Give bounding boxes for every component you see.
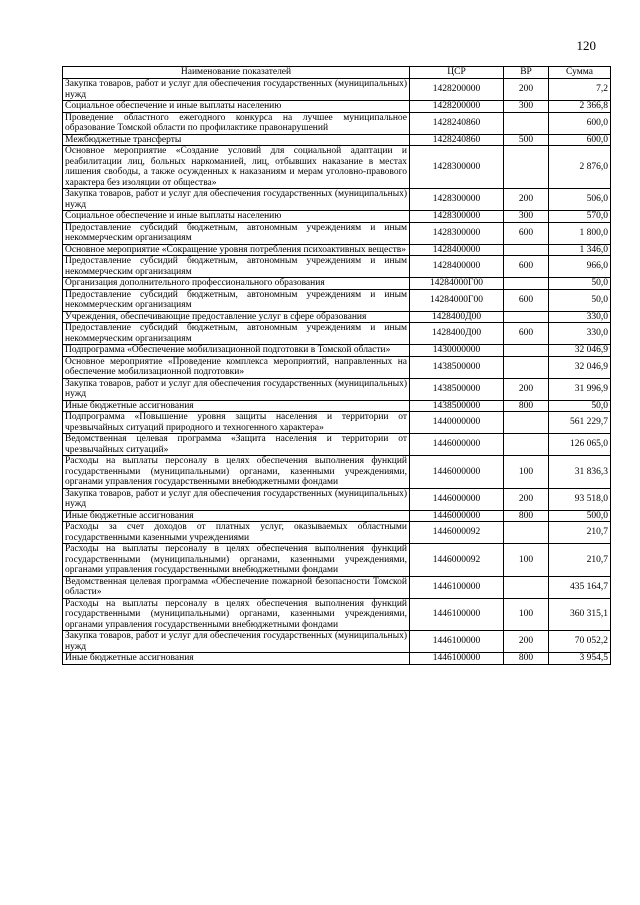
cell-sum: 966,0	[549, 256, 611, 278]
cell-vr: 600	[504, 256, 549, 278]
cell-name: Иные бюджетные ассигнования	[63, 510, 410, 522]
cell-vr	[504, 146, 549, 189]
cell-csr: 1440000000	[410, 412, 504, 434]
cell-sum: 1 800,0	[549, 222, 611, 244]
table-row	[63, 653, 611, 665]
cell-vr: 600	[504, 222, 549, 244]
cell-csr: 1446000000	[410, 434, 504, 456]
table-row	[63, 576, 611, 598]
cell-sum: 50,0	[549, 278, 611, 290]
cell-vr: 800	[504, 400, 549, 412]
cell-name: Предоставление субсидий бюджетным, автономным учреждениям и иным некоммерческим организациям	[63, 256, 410, 278]
cell-name: Предоставление субсидий бюджетным, автономным учреждениям и иным некоммерческим организациям	[63, 222, 410, 244]
cell-name: Основное мероприятие «Проведение комплекса мероприятий, направленных на обеспечение мобилизационной подготовки»	[63, 356, 410, 378]
cell-vr: 800	[504, 510, 549, 522]
cell-vr: 300	[504, 211, 549, 223]
cell-vr: 100	[504, 598, 549, 631]
cell-vr: 600	[504, 323, 549, 345]
cell-csr: 1446000092	[410, 544, 504, 577]
header-name: Наименование показателей	[63, 67, 410, 79]
cell-sum: 330,0	[549, 323, 611, 345]
table-row	[63, 522, 611, 544]
cell-csr: 1446100000	[410, 576, 504, 598]
table-row	[63, 631, 611, 653]
cell-csr: 1428240860	[410, 112, 504, 134]
cell-csr: 1428300000	[410, 146, 504, 189]
cell-sum: 32 046,9	[549, 356, 611, 378]
header-vr: ВР	[504, 67, 549, 79]
cell-sum: 210,7	[549, 544, 611, 577]
cell-sum: 93 518,0	[549, 488, 611, 510]
cell-csr: 1430000000	[410, 345, 504, 357]
cell-sum: 360 315,1	[549, 598, 611, 631]
cell-vr	[504, 434, 549, 456]
cell-sum: 50,0	[549, 289, 611, 311]
cell-vr: 600	[504, 289, 549, 311]
cell-name: Закупка товаров, работ и услуг для обеспечения государственных (муниципальных) нужд	[63, 79, 410, 101]
table-row	[63, 544, 611, 577]
cell-vr: 100	[504, 544, 549, 577]
cell-vr: 200	[504, 378, 549, 400]
cell-sum: 1 346,0	[549, 244, 611, 256]
cell-sum: 506,0	[549, 189, 611, 211]
table-row	[63, 222, 611, 244]
table-row	[63, 101, 611, 113]
cell-name: Проведение областного ежегодного конкурса на лучшее муниципальное образование Томской области по профилактике правонарушений	[63, 112, 410, 134]
cell-sum: 600,0	[549, 134, 611, 146]
cell-sum: 561 229,7	[549, 412, 611, 434]
cell-sum: 31 996,9	[549, 378, 611, 400]
table-row	[63, 146, 611, 189]
table-row	[63, 278, 611, 290]
cell-sum: 126 065,0	[549, 434, 611, 456]
cell-sum: 600,0	[549, 112, 611, 134]
cell-sum: 570,0	[549, 211, 611, 223]
cell-name: Закупка товаров, работ и услуг для обеспечения государственных (муниципальных) нужд	[63, 378, 410, 400]
table-row	[63, 400, 611, 412]
cell-vr: 200	[504, 189, 549, 211]
cell-csr: 1438500000	[410, 400, 504, 412]
cell-name: Основное мероприятие «Создание условий для социальной адаптации и реабилитации лиц, больных наркоманией, лиц, отбывших наказание в местах лишения свободы, а также осужденных к наказаниям и мерам уголовно-правового характера без изоляции от общества»	[63, 146, 410, 189]
cell-vr	[504, 412, 549, 434]
cell-csr: 1428300000	[410, 189, 504, 211]
cell-vr	[504, 345, 549, 357]
cell-csr: 1428240860	[410, 134, 504, 146]
cell-csr: 14284000Г00	[410, 289, 504, 311]
table-row	[63, 510, 611, 522]
cell-sum: 70 052,2	[549, 631, 611, 653]
cell-name: Учреждения, обеспечивающие предоставление услуг в сфере образования	[63, 311, 410, 323]
cell-name: Ведомственная целевая программа «Защита населения и территории от чрезвычайных ситуаций»	[63, 434, 410, 456]
cell-vr: 200	[504, 631, 549, 653]
cell-vr	[504, 356, 549, 378]
cell-name: Организация дополнительного профессионального образования	[63, 278, 410, 290]
cell-csr: 1428400Д00	[410, 323, 504, 345]
cell-vr: 100	[504, 456, 549, 489]
cell-csr: 1428400Д00	[410, 311, 504, 323]
budget-table	[62, 66, 611, 665]
table-row	[63, 434, 611, 456]
cell-name: Межбюджетные трансферты	[63, 134, 410, 146]
cell-name: Закупка товаров, работ и услуг для обеспечения государственных (муниципальных) нужд	[63, 189, 410, 211]
cell-sum: 500,0	[549, 510, 611, 522]
cell-csr: 1438500000	[410, 356, 504, 378]
cell-csr: 1446100000	[410, 653, 504, 665]
cell-csr: 1446100000	[410, 598, 504, 631]
cell-sum: 7,2	[549, 79, 611, 101]
cell-vr	[504, 112, 549, 134]
header-csr: ЦСР	[410, 67, 504, 79]
cell-vr	[504, 278, 549, 290]
table-row	[63, 456, 611, 489]
cell-name: Иные бюджетные ассигнования	[63, 653, 410, 665]
cell-csr: 1446000000	[410, 488, 504, 510]
cell-csr: 1446000000	[410, 510, 504, 522]
table-row	[63, 289, 611, 311]
cell-sum: 2 876,0	[549, 146, 611, 189]
cell-name: Подпрограмма «Повышение уровня защиты населения и территории от чрезвычайных ситуаций природного и техногенного характера»	[63, 412, 410, 434]
header-sum: Сумма	[549, 67, 611, 79]
table-row	[63, 211, 611, 223]
cell-vr	[504, 311, 549, 323]
table-row	[63, 79, 611, 101]
table-row	[63, 134, 611, 146]
cell-name: Закупка товаров, работ и услуг для обеспечения государственных (муниципальных) нужд	[63, 488, 410, 510]
table-row	[63, 598, 611, 631]
cell-csr: 1428300000	[410, 211, 504, 223]
table-row	[63, 345, 611, 357]
cell-csr: 1428400000	[410, 244, 504, 256]
cell-csr: 1428400000	[410, 256, 504, 278]
cell-vr: 200	[504, 488, 549, 510]
cell-csr: 1446100000	[410, 631, 504, 653]
cell-sum: 435 164,7	[549, 576, 611, 598]
cell-name: Иные бюджетные ассигнования	[63, 400, 410, 412]
cell-csr: 1428200000	[410, 101, 504, 113]
cell-name: Ведомственная целевая программа «Обеспечение пожарной безопасности Томской области»	[63, 576, 410, 598]
cell-vr	[504, 244, 549, 256]
table-row	[63, 311, 611, 323]
cell-vr	[504, 522, 549, 544]
cell-name: Социальное обеспечение и иные выплаты населению	[63, 101, 410, 113]
cell-name: Основное мероприятие «Сокращение уровня потребления психоактивных веществ»	[63, 244, 410, 256]
table-row	[63, 189, 611, 211]
cell-sum: 31 836,3	[549, 456, 611, 489]
cell-sum: 210,7	[549, 522, 611, 544]
cell-name: Подпрограмма «Обеспечение мобилизационной подготовки в Томской области»	[63, 345, 410, 357]
page-number: 120	[576, 38, 596, 53]
cell-sum: 2 366,8	[549, 101, 611, 113]
table-row	[63, 488, 611, 510]
cell-vr: 800	[504, 653, 549, 665]
cell-sum: 32 046,9	[549, 345, 611, 357]
table-header-row	[63, 67, 611, 79]
cell-name: Расходы на выплаты персоналу в целях обеспечения выполнения функций государственными (муниципальными) органами, казенными учреждениями, органами управления государственными внебюджетными фондами	[63, 456, 410, 489]
cell-sum: 3 954,5	[549, 653, 611, 665]
cell-vr: 300	[504, 101, 549, 113]
table-row	[63, 256, 611, 278]
table-row	[63, 412, 611, 434]
table-row	[63, 356, 611, 378]
cell-csr: 1446000000	[410, 456, 504, 489]
table-body	[63, 79, 611, 665]
table-row	[63, 244, 611, 256]
cell-name: Предоставление субсидий бюджетным, автономным учреждениям и иным некоммерческим организациям	[63, 289, 410, 311]
cell-name: Закупка товаров, работ и услуг для обеспечения государственных (муниципальных) нужд	[63, 631, 410, 653]
cell-name: Расходы на выплаты персоналу в целях обеспечения выполнения функций государственными (муниципальными) органами, казенными учреждениями, органами управления государственными внебюджетными фондами	[63, 598, 410, 631]
cell-csr: 1428300000	[410, 222, 504, 244]
cell-csr: 1446000092	[410, 522, 504, 544]
cell-csr: 14284000Г00	[410, 278, 504, 290]
cell-sum: 330,0	[549, 311, 611, 323]
cell-name: Социальное обеспечение и иные выплаты населению	[63, 211, 410, 223]
cell-vr: 200	[504, 79, 549, 101]
cell-vr: 500	[504, 134, 549, 146]
cell-sum: 50,0	[549, 400, 611, 412]
cell-name: Предоставление субсидий бюджетным, автономным учреждениям и иным некоммерческим организациям	[63, 323, 410, 345]
table-row	[63, 378, 611, 400]
cell-name: Расходы за счет доходов от платных услуг, оказываемых областными государственными казенными учреждениями	[63, 522, 410, 544]
cell-csr: 1438500000	[410, 378, 504, 400]
table-row	[63, 112, 611, 134]
cell-name: Расходы на выплаты персоналу в целях обеспечения выполнения функций государственными (муниципальными) органами, казенными учреждениями, органами управления государственными внебюджетными фондами	[63, 544, 410, 577]
cell-vr	[504, 576, 549, 598]
table-row	[63, 323, 611, 345]
cell-csr: 1428200000	[410, 79, 504, 101]
